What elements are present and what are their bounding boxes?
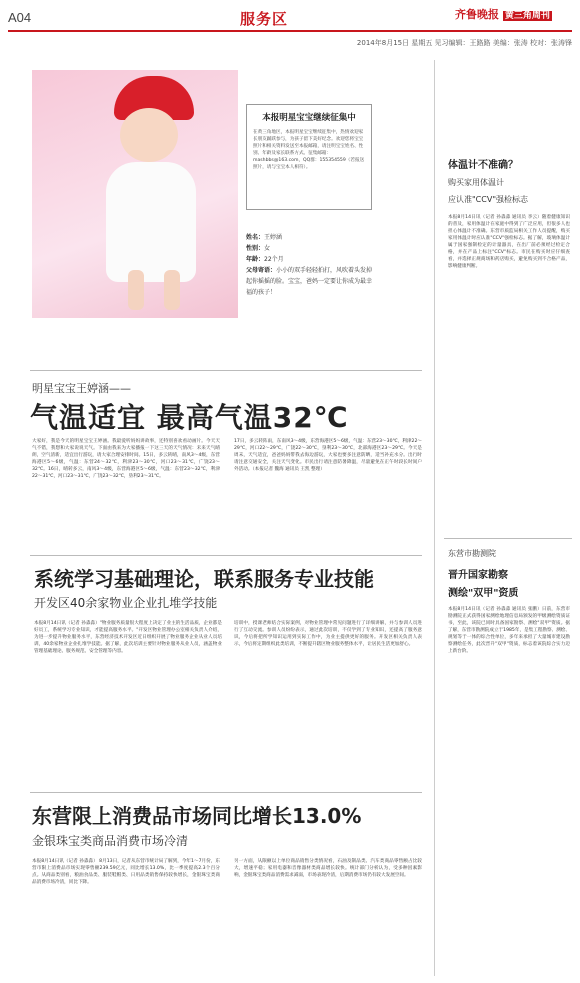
newspaper-logo — [455, 6, 552, 22]
article3-body-left: 本报8月14日讯（记者 孙淼淼） 8月13日，记者从东营市统计局了解到，今年1～7月份，东营市限上消费品市场实现零售额239.59亿元，同比增长13.0%，比一季度提高2.3个百分点。从商品类别看，粮油食品类、服装鞋帽类、日用品类销售保持较快增长，金银珠宝类商品消费市场冷清，同比下降。 — [32, 859, 220, 885]
profile-gender: 女 — [264, 245, 271, 252]
article2-body-left: 本报8月14日讯（记者 孙淼淼）"物业服务质量很大程度上决定了业主的生活品质，企业都是好员工，系统学习专业知识，才能提高服务水平。"开发区物业管理办公室相关负责人介绍，为进一步提升物业服务水平，东营经济技术开发区近日组织开展了物业服务企业从业人员培训，40余家物业企业扎堆学技能。据了解，此次培训主要针对物业服务从业人员，涵盖物业管理基础理论、服务规范、安全管理等内容。 — [34, 621, 222, 654]
feature-body-left: 大家好，我是今天的明星宝宝王婷涵。我最爱听妈妈讲故事，还特别喜欢看动画片。今天天气不错，我想和大家说说天气。下面由我来为大家播报一下这三天的天气情况：未来天气晴朗，空气清新，适宜出行游玩，请大家合理安排时间。15日，多云转晴，南风3～4级，东营海港区5～6级，气温：东营24～32℃，利津23～30℃，河口23～31℃，广饶23～32℃。16日，晴转多云，南风3～4级，东营海港区5～6级，气温：东营23～32℃，利津22～31℃，河口23～31℃，广饶23～32℃，垦利23～31℃。 — [32, 439, 220, 479]
article2-divider — [30, 555, 422, 556]
sidebar2-body: 本报8月14日讯（记者 孙淼淼 通讯员 张鹏）日前，东营市勘测院正式获得国家测绘地理信息局颁发的甲级测绘资质证书，至此，该院已同时具备国家勘察、测绘"双甲"资质。据了解，东营市勘测院成立于1985年，是集工程勘察、测绘、规划等于一体的综合性单位，多年来承担了大量城市建设勘察测绘任务，此次晋升"双甲"资质，标志着该院综合实力迈上新台阶。 — [448, 607, 570, 654]
profile-wish-row — [246, 265, 376, 298]
logo-tag: 黄三角周刊 — [504, 11, 550, 21]
call-for-entries-box — [246, 104, 372, 210]
article3-headline: 东营限上消费品市场同比增长13.0% — [32, 804, 362, 828]
page-number: A04 — [8, 10, 32, 25]
feature-body-right: 17日，多云转阵雨，东南风3～4级，东营海港区5～6级，气温：东营23～30℃，利津22～29℃，河口22～29℃，广饶22～30℃，垦利23～30℃，北部海港区23～29℃。今天是周末，天气适宜，爸爸妈妈带我去海边游玩，大家也要多注意防晒，适当补充水分。出行时请注意交通安全，关注天气变化。市民出行请注意防暑降温，尽量避免在正午时段长时间户外活动。（本报记者 魏海 通讯员 王凯 整理） — [234, 439, 422, 472]
article3-body-right: 另一方面，从限额以上单位商品销售分类情况看，石油及制品类、汽车类商品零售额占比较大，增速平稳；家用电器和音像器材类商品增长较快。统计部门分析认为，受多种因素影响，金银珠宝类商品消费需求减弱，市场表现冷清，后期消费市场仍有较大发展空间。 — [234, 859, 422, 878]
sidebar1-body: 本报8月14日讯（记者 孙淼淼 通讯员 李云）随着健康知识的普及，家用体温计在家庭中得到了广泛应用，但很多人也担心体温计不准确。东营市质监局相关工作人员提醒，购买家用体温计时应认准"CCV"强检标志。据了解，玻璃体温计属于国家强制检定的计量器具，在出厂前必须经过检定合格，并在产品上标注"CCV"标志。市民在购买时应仔细查看，并选择正规商场和药店购买，避免购买到不合格产品，影响健康判断。 — [448, 215, 570, 269]
sidebar2-kicker: 东营市勘测院 — [448, 549, 496, 558]
profile-name-row — [246, 232, 376, 243]
issue-meta: 2014年8月15日 星期五 见习编辑：王路路 美编：张涛 校对：张涛锋 — [356, 39, 572, 47]
sidebar-divider — [434, 60, 435, 976]
baby-leg-left — [128, 270, 144, 310]
sidebar2-headline2: 测绘"双甲"资质 — [448, 588, 519, 599]
baby-leg-right — [164, 270, 180, 310]
feature-kicker: 明星宝宝王婷涵—— — [32, 382, 131, 395]
profile-gender-label: 性别： — [246, 245, 265, 252]
baby-photo — [32, 70, 238, 318]
profile-age: 22个月 — [264, 256, 284, 263]
baby-profile — [246, 232, 376, 298]
sidebar1-subheadline: 购买家用体温计 — [448, 178, 504, 187]
baby-face-shape — [120, 108, 178, 162]
feature-headline: 气温适宜 最高气温32℃ — [30, 401, 349, 434]
profile-wish: 小小的双手轻轻拍打，风吹着头发掉起你摇摇的脸。宝宝，爸妈一定要让你成为最幸福的孩子！ — [246, 267, 373, 296]
article2-subheadline: 开发区40余家物业企业扎堆学技能 — [34, 596, 218, 610]
article3-divider — [30, 792, 422, 793]
profile-age-label: 年龄： — [246, 256, 265, 263]
profile-wish-label: 父母寄语： — [246, 267, 277, 274]
white-dress-shape — [106, 162, 196, 282]
call-box-title: 本报明星宝宝继续征集中 — [262, 113, 356, 123]
call-box-body: 在黄三角地区，本报明星宝宝继续征集中，热情欢迎家长朋友踊跃参与，为孩子留下美好纪念。欢迎您将宝宝照片和相关资料发送至本报邮箱，请注明宝宝姓名、性别、年龄及家长联系方式。征集邮箱：mashbbs@163.com，QQ群：155354559（若报送照片，请与宝宝本人相符）。 — [253, 130, 365, 170]
profile-age-row — [246, 254, 376, 265]
header-divider — [8, 30, 572, 32]
feature-divider — [30, 370, 422, 371]
article3-subheadline: 金银珠宝类商品消费市场冷清 — [32, 834, 189, 848]
article2-headline: 系统学习基础理论，联系服务专业技能 — [34, 567, 374, 591]
logo-text: 齐鲁晚报 — [455, 8, 499, 21]
profile-name: 王婷涵 — [264, 234, 283, 241]
sidebar1-subheadline2: 应认准"CCV"强检标志 — [448, 195, 529, 204]
profile-gender-row — [246, 243, 376, 254]
sidebar1-headline: 体温计不准确？ — [448, 160, 518, 171]
article2-body-right: 培训中，授课老师结合实际案例，对物业管理中常见问题进行了详细讲解，并与参训人员进行了互动交流。参训人员纷纷表示，通过此次培训，不仅学到了专业知识，还提高了服务意识，今后将把所学知识运用到实际工作中，为业主提供更好的服务。开发区相关负责人表示，今后将定期组织此类培训，不断提升辖区物业服务整体水平，让居民生活更加舒心。 — [234, 621, 422, 647]
section-title: 服务区 — [240, 10, 289, 28]
profile-name-label: 姓名： — [246, 234, 265, 241]
sidebar2-headline: 晋升国家勘察 — [448, 570, 508, 581]
sidebar-section-divider — [444, 538, 572, 539]
